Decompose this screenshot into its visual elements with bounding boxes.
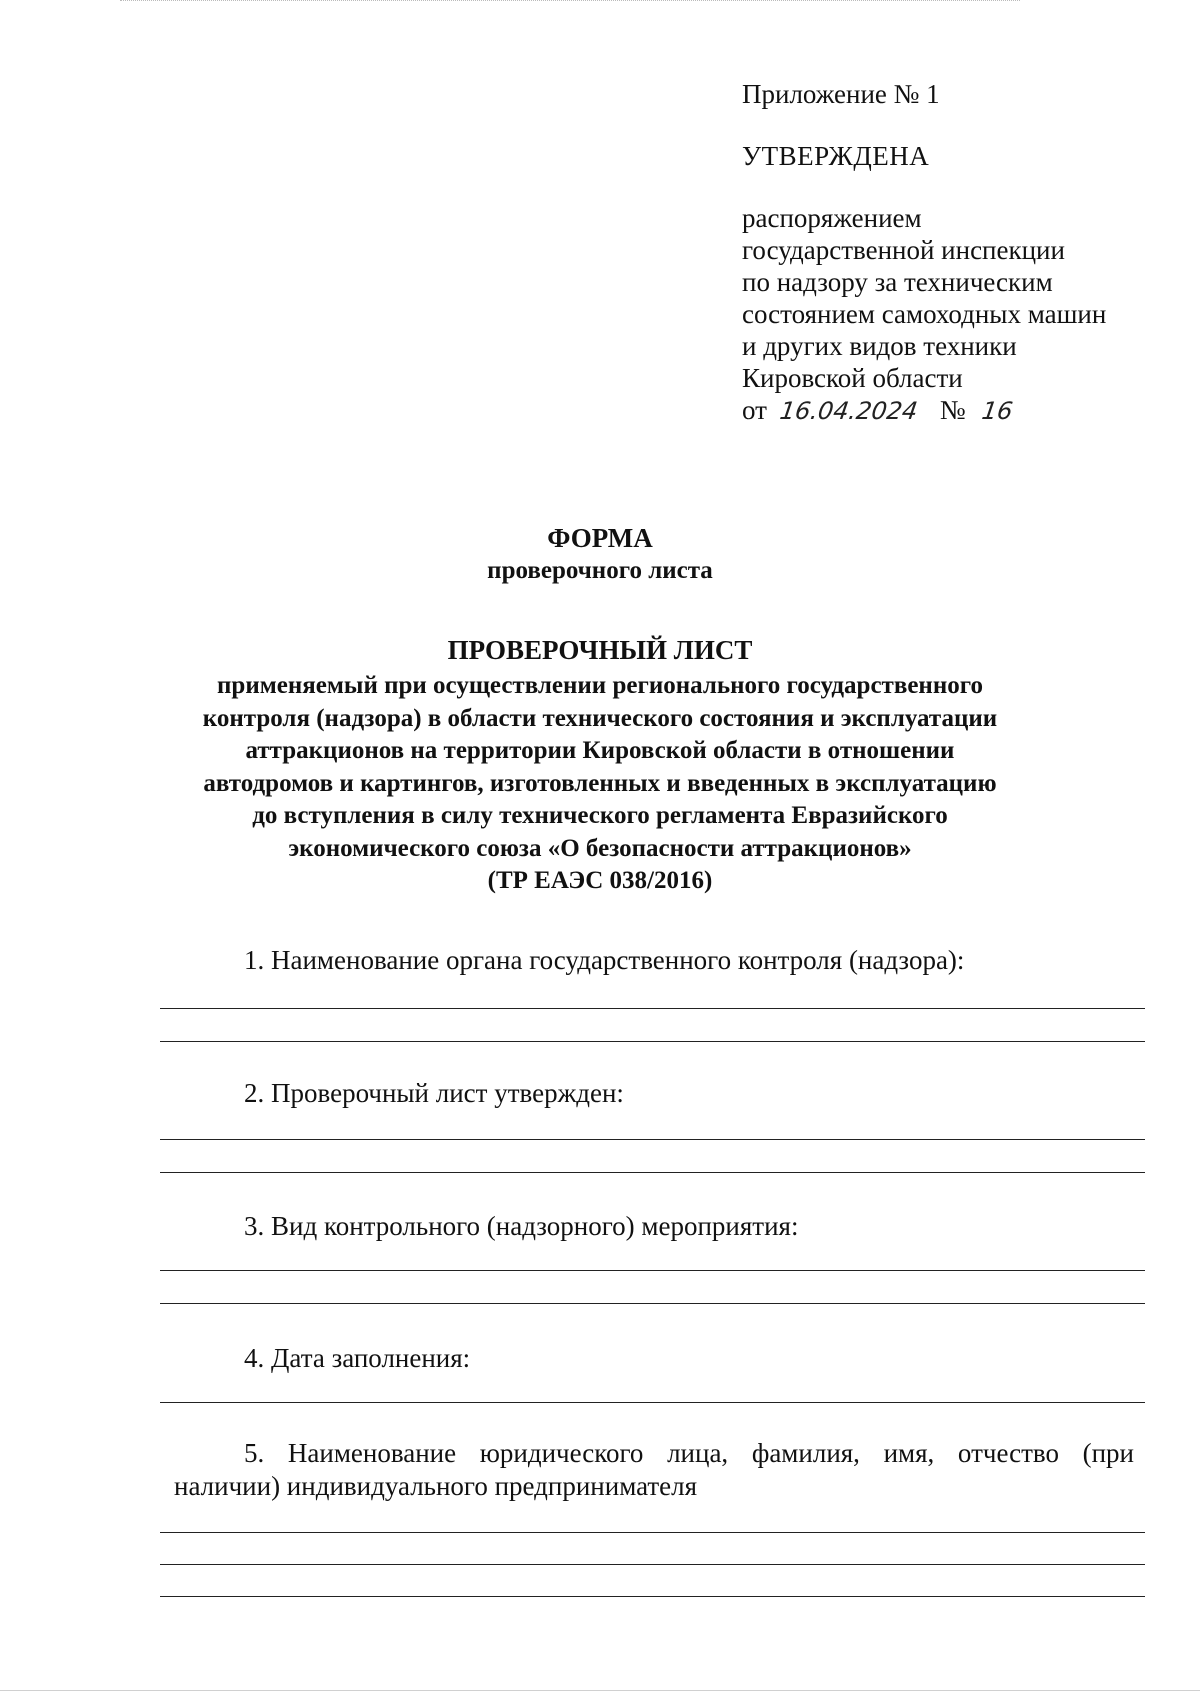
date-prefix: от [742,395,767,425]
description-line: контроля (надзора) в области технического состояния и эксплуатации [202,704,998,732]
field-5-label-line: наличии) индивидуального предпринимателя [174,1471,698,1501]
handwritten-number: 16 [980,397,1015,425]
number-sign: № [939,395,966,425]
field-3-fill-line[interactable] [160,1303,1145,1304]
field-2-label: 2. Проверочный лист утвержден: [244,1078,624,1108]
approved-heading: УТВЕРЖДЕНА [742,141,930,171]
description-line: (ТР ЕАЭС 038/2016) [487,867,713,894]
field-3-fill-line[interactable] [160,1270,1145,1271]
description-line: автодромов и картингов, изготовленных и введенных в эксплуатацию [203,769,997,797]
approval-order-line: распоряжением [742,203,922,233]
scan-top-edge [120,0,1020,3]
field-1-fill-line[interactable] [160,1041,1145,1042]
field-5-fill-line[interactable] [160,1564,1145,1565]
checklist-title: ПРОВЕРОЧНЫЙ ЛИСТ [447,635,753,665]
checklist-description [150,670,1050,898]
form-title: ФОРМА [547,523,653,553]
field-5-label [174,1437,1134,1503]
appendix-number: Приложение № 1 [742,79,940,109]
field-5-fill-line[interactable] [160,1596,1145,1597]
approval-order-line: по надзору за техническим [742,267,1053,297]
approval-order-line: государственной инспекции [742,235,1065,265]
field-2-fill-line[interactable] [160,1172,1145,1173]
approval-order-line: Кировской области [742,363,963,393]
field-4-fill-line[interactable] [160,1402,1145,1403]
description-line: применяемый при осуществлении регионального государственного [217,672,983,699]
field-1-fill-line[interactable] [160,1008,1145,1009]
approval-order-line: состоянием самоходных машин [742,299,1107,329]
scan-bottom-edge [0,1690,1200,1691]
field-4-label: 4. Дата заполнения: [244,1343,471,1373]
approval-date-line [742,394,1162,427]
field-5-label-line: 5. Наименование юридического лица, фамилия, имя, отчество (при [244,1438,1134,1468]
approval-order-line: и других видов техники [742,331,1017,361]
description-line: до вступления в силу технического регламента Евразийского [252,802,948,829]
description-line: аттракционов на территории Кировской области в отношении [245,737,955,764]
description-line: экономического союза «О безопасности аттракционов» [288,834,912,862]
field-5-fill-line[interactable] [160,1532,1145,1533]
form-subtitle: проверочного листа [487,557,713,584]
field-1-label: 1. Наименование органа государственного контроля (надзора): [244,945,965,975]
field-3-label: 3. Вид контрольного (надзорного) мероприятия: [244,1211,799,1241]
field-2-fill-line[interactable] [160,1139,1145,1140]
handwritten-date: 16.04.2024 [777,397,920,425]
approval-block [742,78,1162,427]
